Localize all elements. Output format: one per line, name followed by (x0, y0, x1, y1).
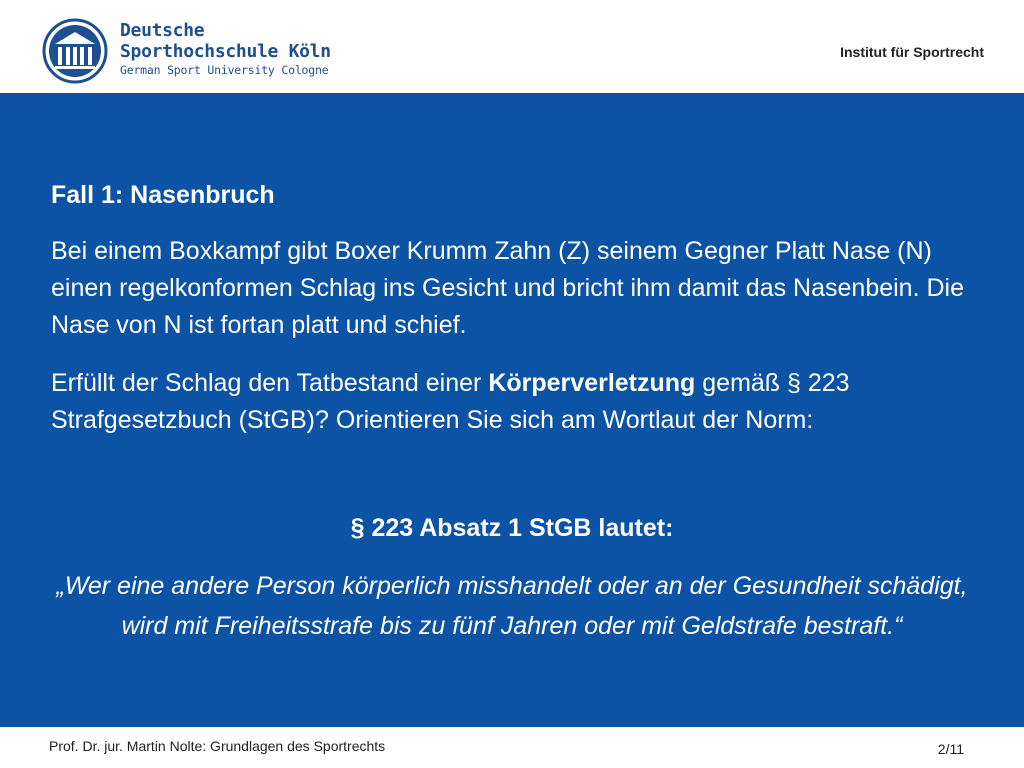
logo-line-1: Deutsche (120, 20, 205, 41)
norm-title: § 223 Absatz 1 StGB lautet: (350, 514, 674, 542)
question-text-start: Erfüllt der Schlag den Tatbestand einer (51, 369, 489, 397)
case-title: Fall 1: Nasenbruch (51, 181, 275, 209)
logo-line-2: Sporthochschule Köln (120, 41, 331, 62)
slide-header (0, 0, 1024, 93)
question-keyword: Körperverletzung (488, 369, 696, 397)
logo-line-3: German Sport University Cologne (120, 63, 329, 77)
university-building-icon (42, 18, 108, 84)
case-question (51, 365, 981, 439)
norm-quote: „Wer eine andere Person körperlich misshandelt oder an der Gesundheit schädigt, wird mit Freiheitsstrafe bis zu fünf Jahren oder mit Geldstrafe bestraft.“ (56, 572, 968, 640)
content-panel (0, 93, 1024, 727)
page-number: 2/11 (937, 741, 964, 757)
institute-name: Institut für Sportrecht (840, 44, 984, 60)
case-description: Bei einem Boxkampf gibt Boxer Krumm Zahn (Z) seinem Gegner Platt Nase (N) einen regelkonformen Schlag ins Gesicht und bricht ihm damit das Nasenbein. Die Nase von N ist fortan platt und schief. (51, 237, 964, 339)
question-text-end: gemäß § 223 Strafgesetzbuch (StGB)? Orientieren Sie sich am Wortlaut der Norm: (51, 369, 850, 434)
university-logo-text (120, 20, 331, 79)
footer-author: Prof. Dr. jur. Martin Nolte: Grundlagen des Sportrechts (49, 738, 386, 754)
